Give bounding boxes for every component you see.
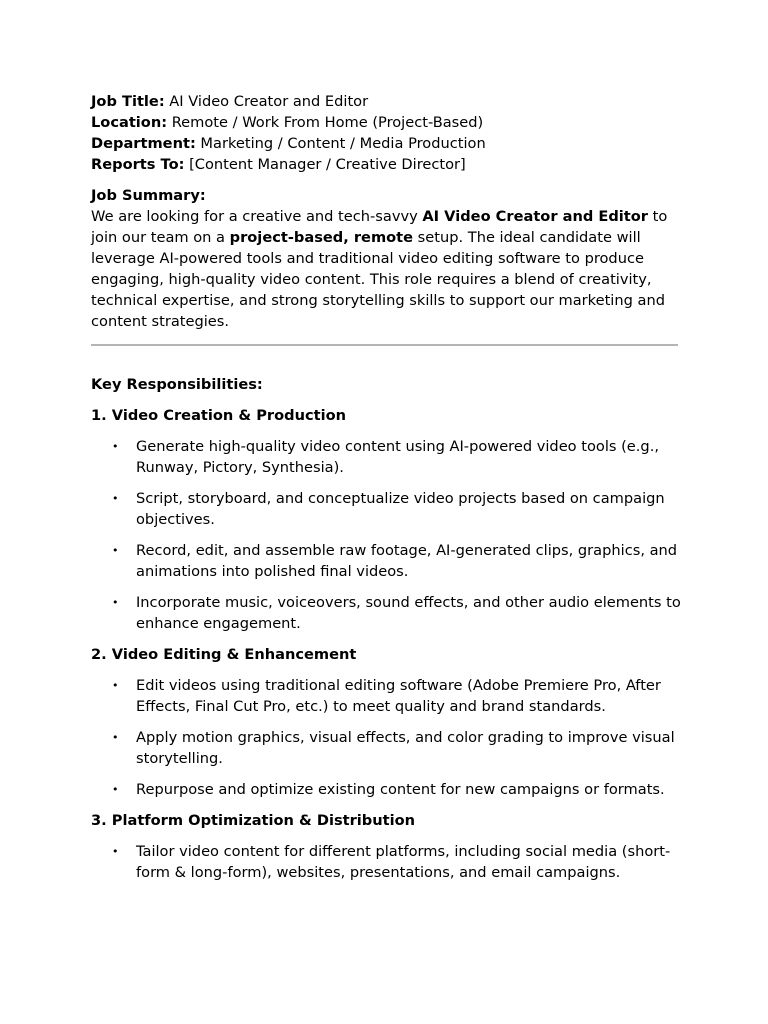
list-item-text: Repurpose and optimize existing content for new campaigns or formats. [136,781,665,798]
job-summary-text [91,206,681,332]
bullet-icon: • [112,845,119,858]
list-item [91,436,681,478]
list-item-text: Script, storyboard, and conceptualize video projects based on campaign objectives. [136,490,665,528]
bullet-list-platform-optimization [91,841,681,883]
summary-bold-setup: project-based, remote [229,229,414,246]
section-title-platform-optimization: 3. Platform Optimization & Distribution [91,812,416,829]
bullet-icon: • [112,596,119,609]
summary-text-part: setup. The ideal candidate will leverage AI-powered tools and traditional video editing software to produce engaging, high-quality video content. This role requires a blend of creativity, technical expertise, and strong storytelling skills to support our marketing and content strategies. [91,229,665,330]
reports-to-label: Reports To: [91,156,185,173]
bullet-icon: • [112,544,119,557]
summary-bold-role: AI Video Creator and Editor [422,208,648,225]
location-line [91,112,681,133]
job-title-label: Job Title: [91,93,165,110]
list-item-text: Tailor video content for different platforms, including social media (short-form & long-form), websites, presentations, and email campaigns. [136,843,671,881]
list-item [91,675,681,717]
department-label: Department: [91,135,196,152]
section-title-video-editing: 2. Video Editing & Enhancement [91,646,357,663]
job-description-document [91,91,681,893]
section-title-video-creation: 1. Video Creation & Production [91,407,347,424]
list-item-text: Edit videos using traditional editing software (Adobe Premiere Pro, After Effects, Final Cut Pro, etc.) to meet quality and brand standards. [136,677,661,715]
list-item [91,727,681,769]
list-item-text: Incorporate music, voiceovers, sound effects, and other audio elements to enhance engagement. [136,594,681,632]
job-title-value: AI Video Creator and Editor [164,93,369,110]
job-summary-heading: Job Summary: [91,187,206,204]
horizontal-divider [91,344,678,346]
location-label: Location: [91,114,168,131]
department-value: Marketing / Content / Media Production [195,135,486,152]
list-item-text: Generate high-quality video content using AI-powered video tools (e.g., Runway, Pictory, Synthesia). [136,438,659,476]
summary-text-part: to join our team on a [91,208,668,246]
bullet-list-video-creation [91,436,681,634]
summary-text-part: We are looking for a creative and tech-savvy [91,208,423,225]
bullet-list-video-editing [91,675,681,800]
list-item [91,841,681,883]
bullet-icon: • [112,492,119,505]
bullet-icon: • [112,783,119,796]
location-value: Remote / Work From Home (Project-Based) [167,114,484,131]
list-item [91,592,681,634]
list-item-text: Record, edit, and assemble raw footage, AI-generated clips, graphics, and animations into polished final videos. [136,542,678,580]
list-item [91,779,681,800]
key-responsibilities-heading: Key Responsibilities: [91,376,263,393]
bullet-icon: • [112,440,119,453]
list-item [91,540,681,582]
bullet-icon: • [112,679,119,692]
list-item-text: Apply motion graphics, visual effects, and color grading to improve visual storytelling. [136,729,675,767]
department-line [91,133,681,154]
reports-to-line [91,154,681,175]
bullet-icon: • [112,731,119,744]
job-title-line [91,91,681,112]
reports-to-value: [Content Manager / Creative Director] [184,156,466,173]
list-item [91,488,681,530]
